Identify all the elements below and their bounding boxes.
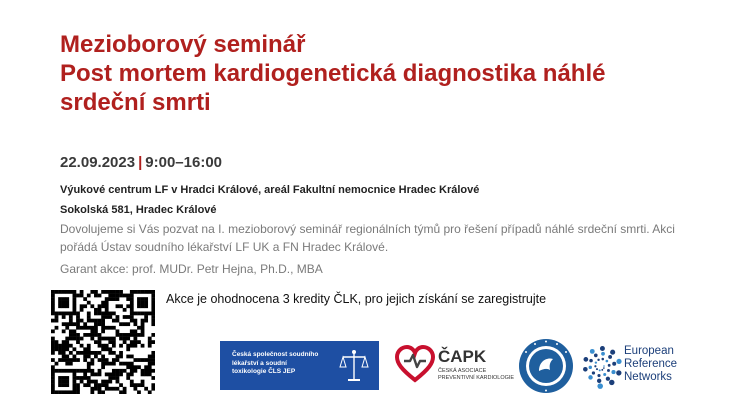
scales-emblem-icon	[339, 348, 369, 384]
venue-line-2: Sokolská 581, Hradec Králové	[60, 204, 217, 216]
seminar-title	[60, 30, 730, 117]
registration-qr-code[interactable]	[51, 290, 155, 394]
event-date: 22.09.2023	[60, 154, 136, 171]
ern-line-1: European	[624, 345, 674, 357]
title-line-2: Post mortem kardiogenetická diagnostika náhlé	[60, 60, 606, 87]
ern-dots-icon	[580, 343, 622, 389]
event-venue	[60, 180, 479, 220]
capk-sub-line-1: ČESKÁ ASOCIACE	[438, 368, 487, 374]
venue-line-1: Výukové centrum LF v Hradci Králové, areál Fakultní nemocnice Hradec Králové	[60, 184, 480, 196]
capk-subtitle	[438, 368, 514, 381]
event-guarantor: Garant akce: prof. MUDr. Petr Hejna, Ph.D., MBA	[60, 262, 323, 276]
event-datetime	[60, 154, 222, 171]
ern-logo-text	[624, 345, 677, 384]
date-separator: |	[138, 154, 143, 171]
ern-logo	[580, 340, 730, 392]
heart-icon	[395, 345, 435, 385]
ern-line-3: Networks	[624, 371, 672, 383]
title-line-3: srdeční smrti	[60, 89, 211, 116]
credits-note: Akce je ohodnocena 3 kredity ČLK, pro jejich získání se zaregistrujte	[166, 292, 547, 306]
csslt-logo	[220, 341, 379, 390]
society-seal-icon	[517, 337, 575, 395]
csslt-line-2: lékařství a soudní	[232, 359, 287, 367]
csslt-logo-text	[232, 351, 318, 377]
event-time: 9:00–16:00	[145, 154, 223, 171]
csslt-line-1: Česká společnost soudního	[232, 351, 319, 358]
csslt-line-3: toxikologie ČLS JEP	[232, 368, 296, 375]
title-line-1: Mezioborový seminář	[60, 31, 306, 58]
invitation-text: Dovolujeme si Vás pozvat na I. mezioborový seminář regionálních týmů pro řešení případů náhlé srdeční smrti. Akci pořádá Ústav soudního lékařství LF UK a FN Hradec Králové.	[60, 222, 675, 254]
ern-line-2: Reference	[624, 358, 678, 370]
capk-logo	[395, 343, 515, 387]
capk-sub-line-2: PREVENTIVNÍ KARDIOLOGIE	[438, 374, 515, 381]
capk-name: ČAPK	[438, 347, 487, 366]
